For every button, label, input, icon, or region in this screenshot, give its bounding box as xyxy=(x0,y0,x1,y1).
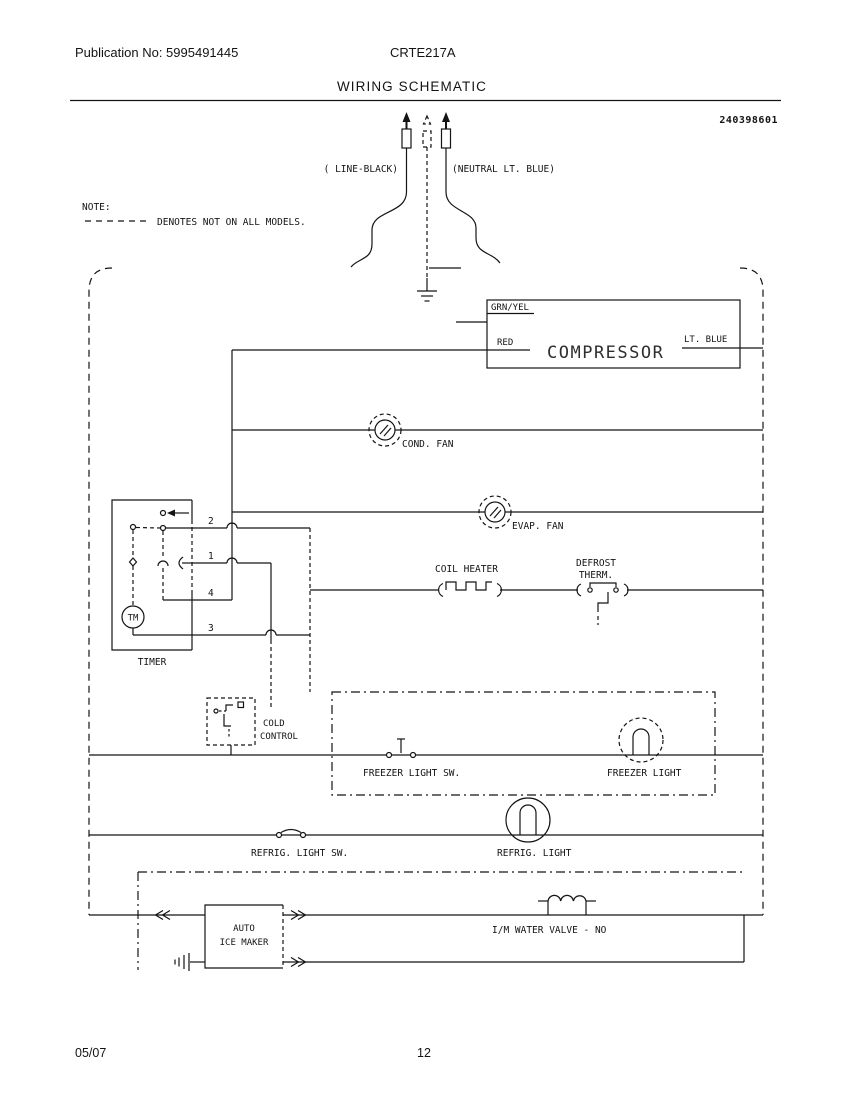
timer-contact-icon xyxy=(161,511,166,516)
neutral-prong-arrow-icon xyxy=(442,112,450,122)
evap-fan-label: EVAP. FAN xyxy=(512,521,564,532)
water-valve-label: I/M WATER VALVE - NO xyxy=(492,925,607,936)
timer-terminal-2: 2 xyxy=(208,516,214,527)
refrig-light-sw-label: REFRIG. LIGHT SW. xyxy=(251,848,349,859)
note-block xyxy=(82,202,306,228)
defrost-therm-label-1: DEFROST xyxy=(575,558,617,569)
refrig-light-circuit xyxy=(89,798,763,859)
ice-maker-label-1: AUTO xyxy=(233,924,255,934)
ice-maker-circuit xyxy=(89,872,763,971)
freezer-light-sw-label: FREEZER LIGHT SW. xyxy=(363,768,461,779)
wire-label-grn-yel: GRN/YEL xyxy=(491,303,529,313)
part-number: 240398601 xyxy=(719,115,778,126)
cond-fan-circuit xyxy=(232,414,763,450)
neutral-wire-label: (NEUTRAL LT. BLUE) xyxy=(452,164,555,175)
power-plug xyxy=(324,112,555,301)
timer-motor-label: TM xyxy=(127,613,139,624)
timer-pivot-icon xyxy=(131,525,136,530)
footer-page-number: 12 xyxy=(417,1046,431,1060)
timer-cam-icon xyxy=(130,558,137,566)
wire-label-lt-blue: LT. BLUE xyxy=(684,335,728,345)
therm-bulb-lead xyxy=(598,592,608,612)
freezer-optional-enclosure xyxy=(332,692,715,795)
defrost-therm-label-2: THERM. xyxy=(578,570,614,581)
cold-control-switch-icon xyxy=(226,705,233,711)
timer-arrow-icon xyxy=(167,510,175,517)
page-header xyxy=(70,45,781,126)
publication-number: Publication No: 5995491445 xyxy=(75,45,239,60)
page-footer xyxy=(75,1046,431,1060)
defrost-therm-icon xyxy=(590,583,616,587)
cabinet-border-left xyxy=(89,268,112,915)
model-number: CRTE217A xyxy=(390,45,456,60)
cabinet-border-right xyxy=(740,268,763,915)
freezer-light-label: FREEZER LIGHT xyxy=(607,768,682,779)
compressor-circuit xyxy=(232,300,763,368)
timer-terminal-4: 4 xyxy=(208,588,214,599)
cond-fan-motor-icon xyxy=(375,420,395,440)
footer-date: 05/07 xyxy=(75,1046,107,1060)
cold-control-contact-icon xyxy=(214,709,218,713)
coil-heater-label: COIL HEATER xyxy=(435,564,498,575)
timer-wiring xyxy=(133,350,310,708)
ice-maker-box xyxy=(205,905,283,968)
defrost-circuit xyxy=(310,558,763,625)
cord-bell-right xyxy=(446,192,500,263)
refrig-light-label: REFRIG. LIGHT xyxy=(497,848,572,859)
evap-fan-circuit xyxy=(232,496,763,532)
cord-bell-left xyxy=(351,192,407,267)
ice-maker-ground-icon xyxy=(175,953,205,971)
ground-icon xyxy=(417,278,437,301)
defrost-timer xyxy=(112,500,214,668)
refrig-light-switch-icon xyxy=(277,830,306,838)
cold-control xyxy=(207,698,298,755)
line-prong-arrow-icon xyxy=(403,112,411,122)
connector-icon xyxy=(439,584,443,597)
water-valve-coil-icon xyxy=(538,895,596,915)
cold-control-label-2: CONTROL xyxy=(260,732,298,742)
ice-maker-label-2: ICE MAKER xyxy=(219,938,269,948)
ground-prong-arrow-icon xyxy=(424,116,431,124)
timer-terminal-1: 1 xyxy=(208,551,214,562)
wire-label-red: RED xyxy=(497,338,514,348)
timer-terminal-3: 3 xyxy=(208,623,214,634)
timer-internal-hop xyxy=(158,561,168,566)
cold-control-label-1: COLD xyxy=(263,719,285,729)
timer-box xyxy=(112,500,192,650)
note-text: DENOTES NOT ON ALL MODELS. xyxy=(157,217,306,228)
therm-contact-icon xyxy=(588,588,592,592)
evap-fan-motor-icon xyxy=(485,502,505,522)
cond-fan-label: COND. FAN xyxy=(402,439,454,450)
cabinet-outline xyxy=(89,268,763,915)
freezer-light-circuit xyxy=(89,692,763,795)
coil-heater-icon xyxy=(446,582,492,590)
line-wire-label: ( LINE-BLACK) xyxy=(323,164,398,175)
page-title: WIRING SCHEMATIC xyxy=(336,79,488,94)
timer-label: TIMER xyxy=(137,657,167,668)
note-label: NOTE: xyxy=(82,202,111,213)
connector-icon xyxy=(577,584,581,596)
compressor-label: COMPRESSOR xyxy=(547,343,665,363)
